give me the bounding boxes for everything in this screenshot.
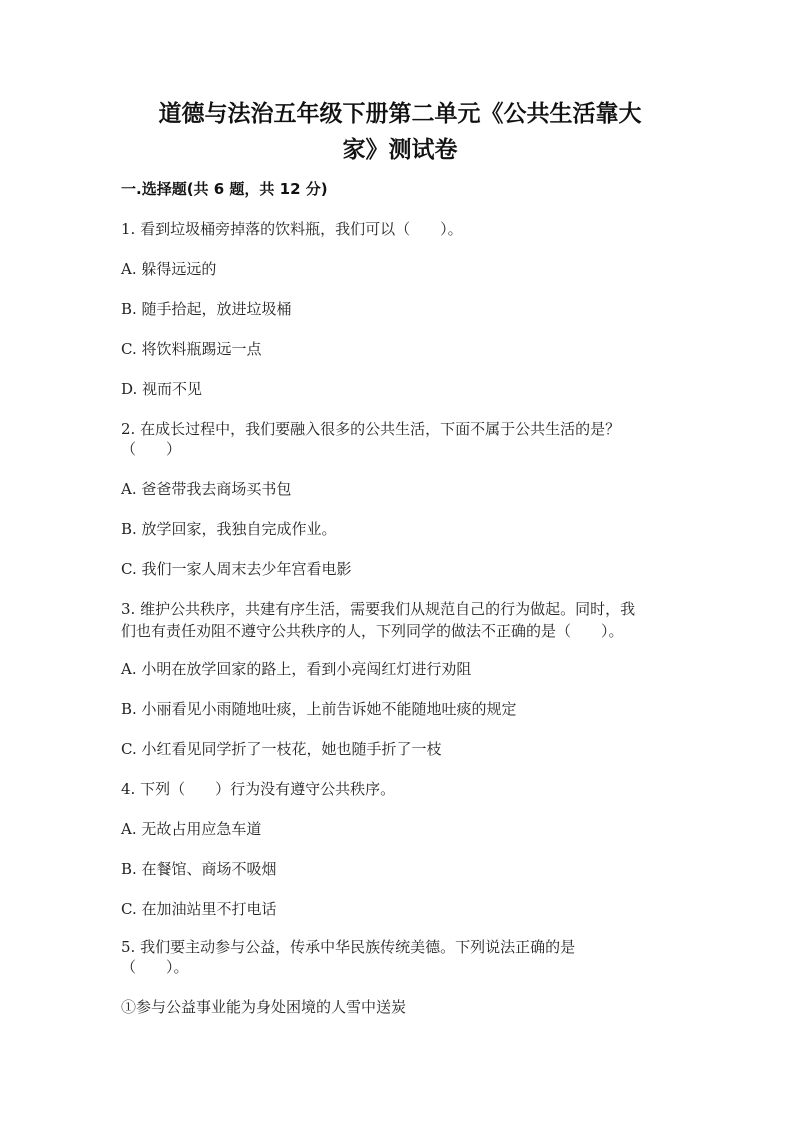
- question-2-option-b: B. 放学回家，我独自完成作业。: [121, 520, 337, 538]
- question-2-stem-line-2: （ ）: [121, 440, 182, 458]
- question-1-option-a: A. 躲得远远的: [121, 260, 217, 278]
- question-2-option-a: A. 爸爸带我去商场买书包: [121, 480, 292, 498]
- question-3-stem-line-2: 们也有责任劝阻不遵守公共秩序的人，下列同学的做法不正确的是（ ）。: [121, 622, 624, 640]
- question-4-option-c: C. 在加油站里不打电话: [121, 900, 277, 918]
- question-5-stem-line-2: （ ）。: [121, 958, 189, 976]
- question-5-stem-line-1: 5. 我们要主动参与公益，传承中华民族传统美德。下列说法正确的是: [121, 938, 576, 956]
- question-1-stem: 1. 看到垃圾桶旁掉落的饮料瓶，我们可以（ ）。: [121, 220, 463, 238]
- question-3-option-b: B. 小丽看见小雨随地吐痰，上前告诉她不能随地吐痰的规定: [121, 700, 517, 718]
- question-2-option-c: C. 我们一家人周末去少年宫看电影: [121, 560, 352, 578]
- question-2-stem-line-1: 2. 在成长过程中，我们要融入很多的公共生活，下面不属于公共生活的是？: [121, 420, 621, 438]
- question-1-option-c: C. 将饮料瓶踢远一点: [121, 340, 262, 358]
- question-4-stem: 4. 下列（ ）行为没有遵守公共秩序。: [121, 780, 396, 798]
- document-title-line-2: 家》测试卷: [342, 137, 458, 163]
- question-3-stem-line-1: 3. 维护公共秩序，共建有序生活，需要我们从规范自己的行为做起。同时，我: [121, 600, 636, 618]
- question-4-option-a: A. 无故占用应急车道: [121, 820, 262, 838]
- question-4-option-b: B. 在餐馆、商场不吸烟: [121, 860, 277, 878]
- question-1-option-b: B. 随手拾起，放进垃圾桶: [121, 300, 292, 318]
- question-3-option-c: C. 小红看见同学折了一枝花，她也随手折了一枝: [121, 740, 442, 758]
- document-title-line-1: 道德与法治五年级下册第二单元《公共生活靠大: [158, 101, 642, 127]
- question-5-statement-1: ①参与公益事业能为身处困境的人雪中送炭: [121, 998, 407, 1016]
- question-3-option-a: A. 小明在放学回家的路上，看到小亮闯红灯进行劝阻: [121, 660, 472, 678]
- question-1-option-d: D. 视而不见: [121, 380, 203, 398]
- section-heading: 一.选择题(共 6 题，共 12 分): [121, 180, 328, 198]
